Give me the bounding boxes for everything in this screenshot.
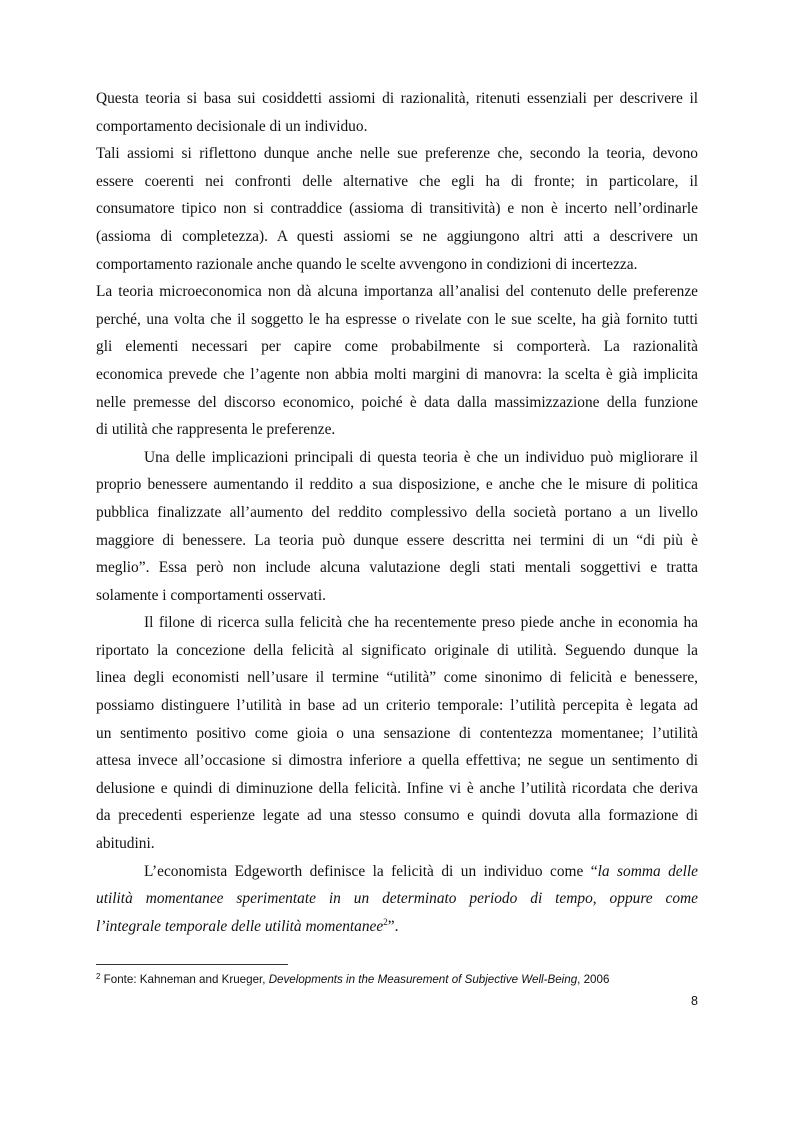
- text-line: meglio”. Essa però non include alcuna valutazione degli stati mentali soggettivi e tratta: [96, 559, 698, 577]
- text-line: delusione e quindi di diminuzione della felicità. Infine vi è anche l’utilità ricordata che deriva: [96, 779, 698, 797]
- text-line: perché, una volta che il soggetto le ha espresse o rivelate con le sue scelte, ha già fornito tutti: [96, 310, 698, 328]
- text-line: da precedenti esperienze legate ad una stesso consumo e quindi dovuta alla formazione di: [96, 807, 698, 825]
- text-line: linea degli economisti nell’usare il termine “utilità” come sinonimo di felicità e benessere,: [96, 669, 698, 687]
- footnote-suffix: , 2006: [577, 973, 610, 986]
- text-line: economica prevede che l’agente non abbia molti margini di manovra: la scelta è già implicita: [96, 365, 698, 383]
- text-line: Questa teoria si basa sui cosiddetti assiomi di razionalità, ritenuti essenziali per descrivere il: [96, 90, 698, 107]
- text-line: consumatore tipico non si contraddice (assioma di transitività) e non è incerto nell’ordinarle: [96, 200, 698, 218]
- quote-line: [96, 885, 698, 913]
- text-line: comportamento razionale anche quando le scelte avvengono in condizioni di incertezza.: [96, 255, 638, 273]
- quote-end: ”.: [387, 917, 399, 935]
- text-line: un sentimento positivo come gioia o una sensazione di contentezza momentanee; l’utilità: [96, 724, 698, 742]
- text-line: pubblica finalizzate all’aumento del reddito complessivo della società portano a un livello: [96, 503, 698, 521]
- text-line: La teoria microeconomica non dà alcuna importanza all’analisi del contenuto delle preferenze: [96, 283, 698, 301]
- text-line: Tali assiomi si riflettono dunque anche nelle sue preferenze che, secondo la teoria, devono: [96, 145, 698, 163]
- text-line: riportato la concezione della felicità al significato originale di utilità. Seguendo dunque la: [96, 641, 698, 659]
- footnote-reference: 2: [383, 916, 388, 927]
- quote-line: [96, 913, 698, 941]
- text-line: possiamo distinguere l’utilità in base ad un criterio temporale: l’utilità percepita è legata ad: [96, 697, 698, 715]
- text-line: proprio benessere aumentando il reddito a sua disposizione, e anche che le misure di politica: [96, 476, 698, 494]
- text-line: solamente i comportamenti osservati.: [96, 586, 326, 604]
- text-line: abitudini.: [96, 835, 155, 853]
- text-line: nelle premesse del discorso economico, poiché è data dalla massimizzazione della funzione: [96, 393, 698, 411]
- quote-italic: l’integrale temporale delle utilità momentanee: [96, 917, 384, 935]
- document-body: [96, 85, 698, 940]
- quote-intro: L’economista Edgeworth definisce la felicità di un individuo come “: [144, 862, 598, 880]
- text-line: comportamento decisionale di un individuo.: [96, 117, 368, 135]
- page-number: 8: [691, 994, 698, 1008]
- quote-line: [96, 858, 698, 886]
- footnote-title: Developments in the Measurement of Subjective Well-Being: [268, 973, 578, 986]
- text-line: maggiore di benessere. La teoria può dunque essere descritta nei termini di un “di più è: [96, 531, 698, 549]
- text-line: attesa invece all’occasione si dimostra inferiore a quella effettiva; ne segue un sentimento di: [96, 752, 698, 770]
- text-line: essere coerenti nei confronti delle alternative che egli ha di fronte; in particolare, il: [96, 172, 698, 190]
- text-line: Una delle implicazioni principali di questa teoria è che un individuo può migliorare il: [144, 448, 698, 466]
- text-line: di utilità che rappresenta le preferenze.: [96, 421, 336, 439]
- text-line: gli elementi necessari per capire come probabilmente si comporterà. La razionalità: [96, 338, 698, 356]
- quote-italic: la somma delle: [597, 862, 699, 880]
- text-line: Il filone di ricerca sulla felicità che ha recentemente preso piede anche in economia ha: [144, 614, 698, 632]
- footnote-separator: [96, 964, 288, 965]
- quote-italic: utilità momentanee sperimentate in un determinato periodo di tempo, oppure come: [96, 890, 698, 908]
- footnote-number: 2: [96, 972, 101, 981]
- footnote-prefix: Fonte: Kahneman and Krueger,: [100, 973, 269, 986]
- text-line: (assioma di completezza). A questi assiomi se ne aggiungono altri atti a descrivere un: [96, 227, 698, 245]
- footnote: [96, 972, 609, 988]
